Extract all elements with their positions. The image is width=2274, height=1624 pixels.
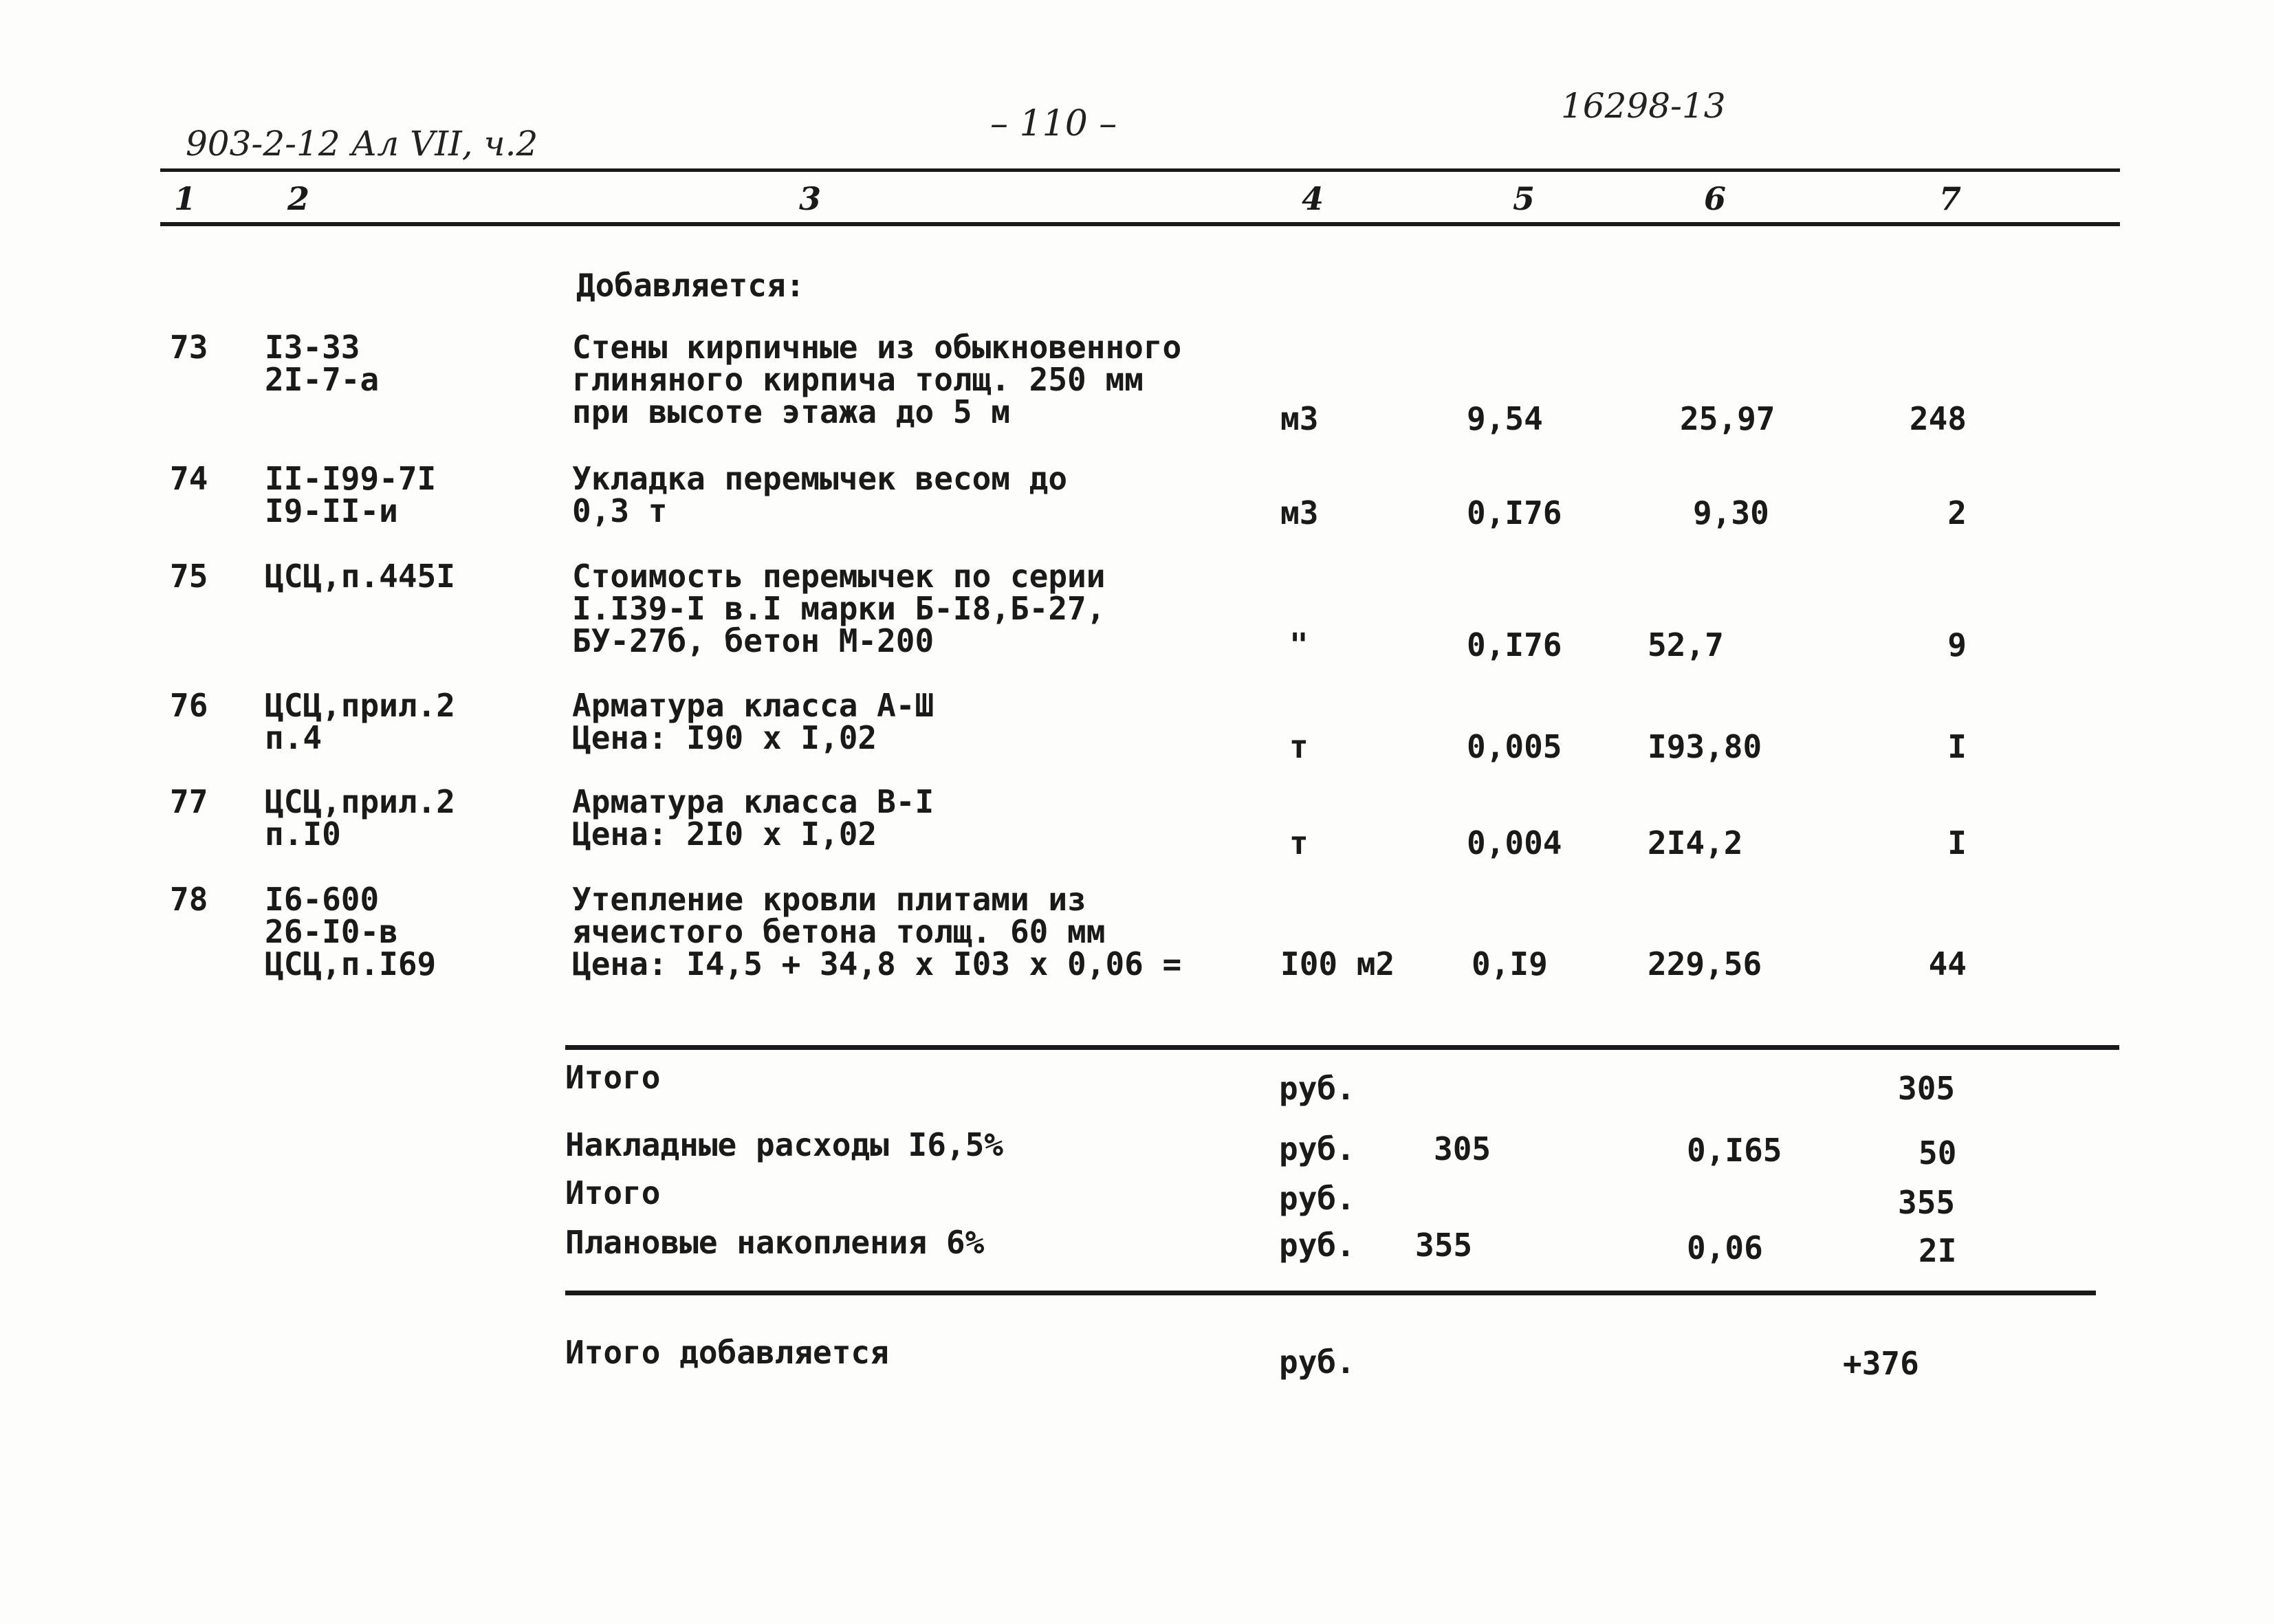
row-quantity: 0,I76	[1467, 626, 1562, 663]
row-quantity: 0,I76	[1467, 494, 1562, 531]
summary-total: 355	[1898, 1184, 1956, 1221]
description-line: I.I39-I в.I марки Б-I8,Б-27,	[572, 590, 1106, 627]
row-unit: "	[1289, 626, 1309, 663]
description-line: Арматура класса А-Ш	[572, 687, 934, 724]
section-title: Добавляется:	[576, 267, 805, 304]
description-line: Цена: 2I0 х I,02	[572, 815, 877, 853]
summary-unit: руб.	[1279, 1070, 1355, 1107]
row-total: 44	[1928, 945, 1967, 983]
description-line: глиняного кирпича толщ. 250 мм	[572, 361, 1144, 398]
column-number-5: 5	[1513, 180, 1535, 217]
row-quantity: 0,005	[1467, 728, 1562, 765]
summary-unit: руб.	[1279, 1180, 1355, 1217]
description-line: при высоте этажа до 5 м	[572, 393, 1010, 430]
row-quantity: 0,I9	[1472, 945, 1548, 983]
row-unit: I00 м2	[1280, 945, 1395, 983]
row-description	[572, 560, 1105, 657]
row-description	[572, 460, 1068, 529]
column-number-4: 4	[1302, 180, 1324, 217]
code-line: I9-II-и	[265, 492, 398, 529]
row-description	[572, 331, 1181, 428]
row-price: 25,97	[1680, 400, 1775, 437]
code-line: 2I-7-а	[265, 361, 380, 398]
summary-rate: 0,I65	[1687, 1132, 1782, 1169]
code-line: ЦСЦ,п.I69	[265, 945, 437, 983]
summary-base: 355	[1415, 1227, 1473, 1264]
column-number-6: 6	[1704, 180, 1727, 217]
summary-total: 305	[1898, 1070, 1956, 1107]
row-total: 248	[1909, 400, 1967, 437]
row-total: I	[1947, 824, 1967, 862]
row-number: 76	[170, 687, 208, 724]
description-line: Укладка перемычек весом до	[572, 460, 1068, 497]
row-number: 77	[170, 783, 208, 820]
description-line: Цена: I4,5 + 34,8 х I03 х 0,06 =	[572, 945, 1182, 983]
document-code: 903-2-12 Ал VII, ч.2	[186, 124, 538, 164]
row-number: 73	[170, 329, 208, 366]
row-price: 229,56	[1648, 945, 1762, 983]
top-rule	[160, 168, 2120, 172]
description-line: Утепление кровли плитами из	[572, 881, 1086, 918]
row-total: I	[1947, 728, 1967, 765]
code-line: п.4	[265, 719, 322, 756]
code-line: I6-600	[265, 881, 380, 918]
row-quantity: 0,004	[1467, 824, 1562, 862]
summary-label: Накладные расходы I6,5%	[565, 1126, 1003, 1163]
summary-rate: 0,06	[1687, 1229, 1763, 1266]
column-number-1: 1	[174, 180, 197, 217]
row-price: 9,30	[1693, 494, 1769, 531]
row-code	[265, 331, 379, 396]
row-unit: т	[1289, 728, 1309, 765]
code-line: I3-33	[265, 329, 360, 366]
code-line: ЦСЦ,п.445I	[265, 558, 455, 595]
summary-unit: руб.	[1279, 1227, 1355, 1264]
summary-base: 305	[1434, 1130, 1491, 1167]
summary-label: Итого	[565, 1059, 661, 1096]
column-number-3: 3	[799, 180, 822, 217]
row-total: 2	[1947, 494, 1967, 531]
row-price: 52,7	[1648, 626, 1724, 663]
row-code	[265, 460, 437, 529]
description-line: Стены кирпичные из обыкновенного	[572, 329, 1182, 366]
grand-total-unit: руб.	[1279, 1343, 1355, 1381]
grand-total-label: Итого добавляется	[565, 1334, 889, 1371]
row-code	[265, 560, 455, 593]
code-line: ЦСЦ,прил.2	[265, 783, 455, 820]
description-line: Цена: I90 х I,02	[572, 719, 877, 756]
description-line: 0,3 т	[572, 492, 668, 529]
summary-top-rule	[565, 1045, 2119, 1050]
grand-total-value: +376	[1843, 1345, 1919, 1382]
row-unit: м3	[1280, 494, 1319, 531]
row-price: I93,80	[1648, 728, 1762, 765]
summary-total: 2I	[1918, 1232, 1957, 1269]
row-number: 75	[170, 558, 208, 595]
code-line: ЦСЦ,прил.2	[265, 687, 455, 724]
row-total: 9	[1947, 626, 1967, 663]
reference-number: 16298-13	[1561, 86, 1726, 126]
row-code	[265, 687, 455, 756]
row-number: 74	[170, 460, 208, 497]
header-bottom-rule	[160, 222, 2120, 226]
row-number: 78	[170, 881, 208, 918]
column-number-2: 2	[287, 180, 310, 217]
description-line: ячеистого бетона толщ. 60 мм	[572, 913, 1106, 950]
row-price: 2I4,2	[1648, 824, 1743, 862]
summary-unit: руб.	[1279, 1130, 1355, 1167]
row-description	[572, 881, 1182, 983]
summary-label: Итого	[565, 1174, 661, 1211]
description-line: БУ-27б, бетон М-200	[572, 622, 934, 659]
row-description	[572, 783, 934, 853]
summary-label: Плановые накопления 6%	[565, 1224, 985, 1261]
row-code	[265, 881, 437, 983]
row-quantity: 9,54	[1467, 400, 1543, 437]
row-code	[265, 783, 455, 853]
code-line: п.I0	[265, 815, 341, 853]
row-unit: м3	[1280, 400, 1319, 437]
summary-bottom-rule	[565, 1291, 2096, 1295]
row-unit: т	[1289, 824, 1309, 862]
description-line: Стоимость перемычек по серии	[572, 558, 1106, 595]
summary-total: 50	[1918, 1134, 1957, 1172]
page-number: – 110 –	[990, 103, 1117, 144]
code-line: II-I99-7I	[265, 460, 437, 497]
code-line: 26-I0-в	[265, 913, 398, 950]
description-line: Арматура класса В-I	[572, 783, 934, 820]
column-number-7: 7	[1939, 180, 1962, 217]
row-description	[572, 687, 934, 756]
